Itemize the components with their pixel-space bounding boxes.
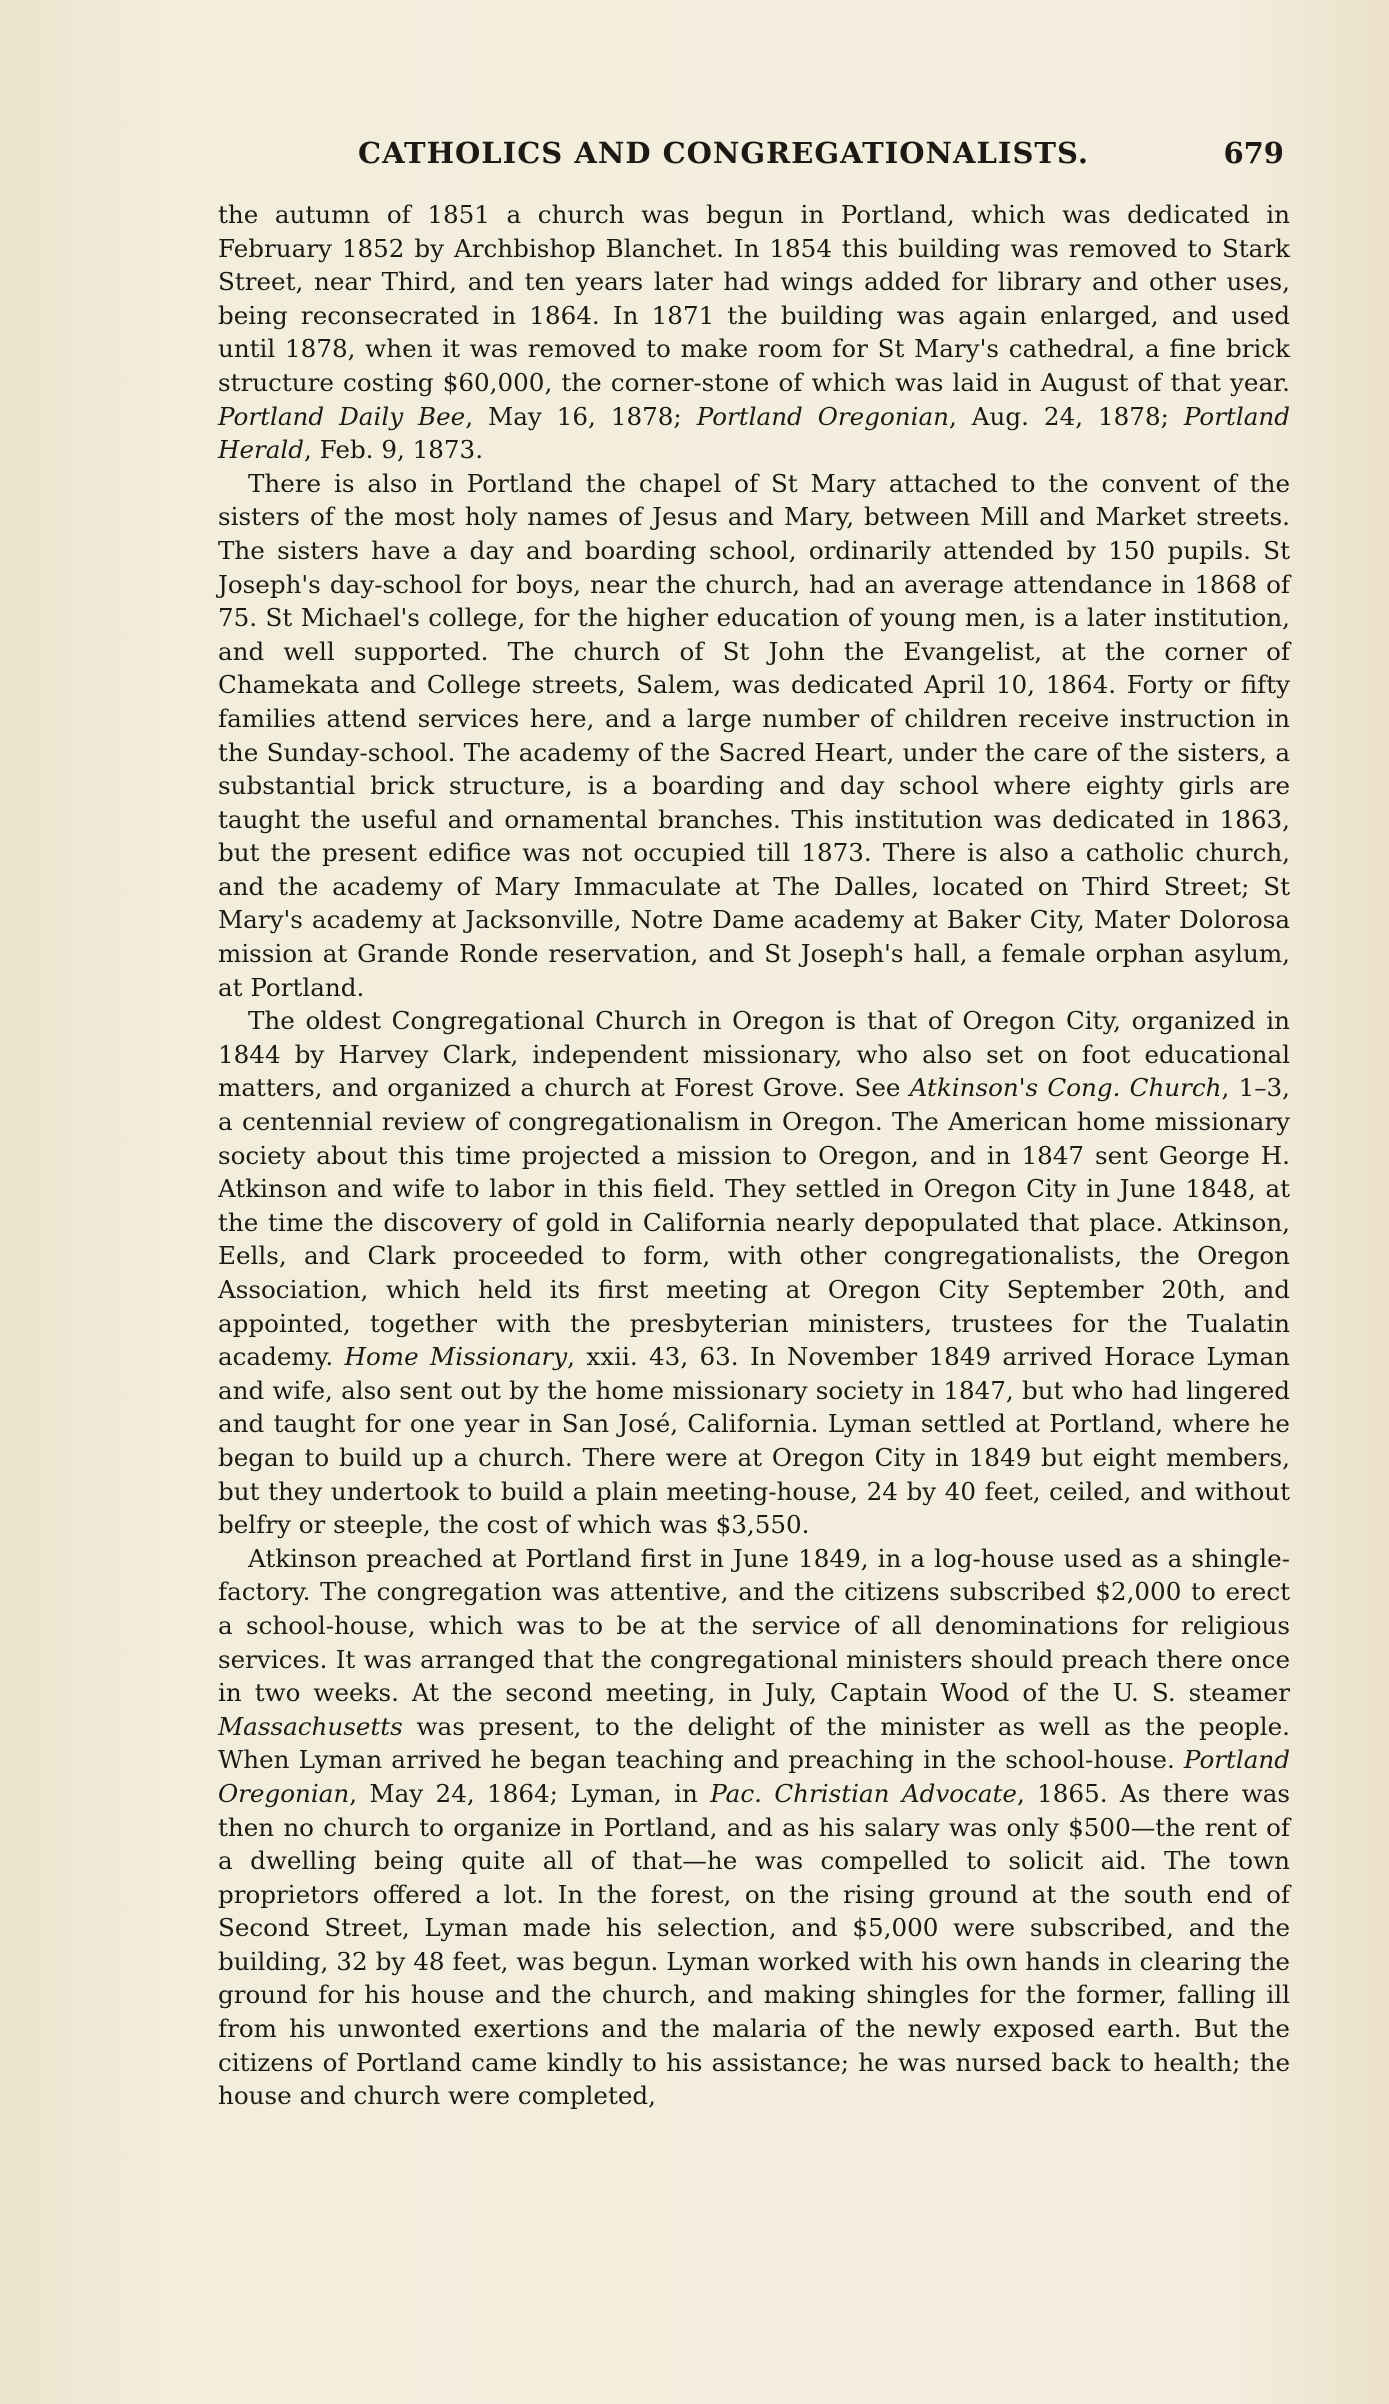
running-head: CATHOLICS AND CONGREGATIONALISTS. [358, 136, 1089, 170]
citation-italic: Massachusetts [218, 1711, 403, 1741]
text-run: The oldest Congregational Church in Oregon is that of Oregon City, organized in 1844 by Harvey Clark, independent missionary, who also set on foot educational matters, and organized a church at Forest Grove. See [218, 1006, 1290, 1103]
text-run: , Aug. 24, 1878; [949, 401, 1184, 431]
paragraph [218, 1004, 1290, 1542]
page-number: 679 [1223, 136, 1284, 170]
text-run: , May 16, 1878; [465, 401, 697, 431]
paragraph [218, 198, 1290, 467]
text-run: , May 24, 1864; Lyman, in [349, 1778, 711, 1808]
page-header [218, 136, 1290, 176]
citation-italic: Portland Oregonian [696, 401, 949, 431]
text-run: There is also in Portland the chapel of St Mary attached to the convent of the sisters of the most holy names of Jesus and Mary, between Mill and Market streets. The sisters have a day and boarding school, ordinarily attended by 150 pupils. St Joseph's day-school for boys, near the church, had an average attendance in 1868 of 75. St Michael's college, for the higher education of young men, is a later institution, and well supported. The church of St John the Evangelist, at the corner of Chamekata and College streets, Salem, was dedicated April 10, 1864. Forty or fifty families attend services here, and a large number of children receive instruction in the Sunday-school. The academy of the Sacred Heart, under the care of the sisters, a substantial brick structure, is a boarding and day school where eighty girls are taught the useful and ornamental branches. This institution was dedicated in 1863, but the present edifice was not occupied till 1873. There is also a catholic church, and the academy of Mary Immaculate at The Dalles, located on Third Street; St Mary's academy at Jacksonville, Notre Dame academy at Baker City, Mater Dolorosa mission at Grande Ronde reservation, and St Joseph's hall, a female orphan asylum, at Portland. [218, 468, 1290, 1002]
text-run: , xxii. 43, 63. In November 1849 arrived Horace Lyman and wife, also sent out by the home missionary society in 1847, but who had lingered and taught for one year in San José, California. Lyman settled at Portland, where he began to build up a church. There were at Oregon City in 1849 but eight members, but they undertook to build a plain meeting-house, 24 by 40 feet, ceiled, and without belfry or steeple, the cost of which was $3,550. [218, 1342, 1291, 1540]
citation-italic: Portland Daily Bee [218, 401, 466, 431]
citation-italic: Atkinson's Cong. Church [909, 1073, 1222, 1103]
text-run: , Feb. 9, 1873. [304, 435, 484, 465]
paragraph [218, 467, 1290, 1005]
citation-italic: Pac. Christian Advocate [710, 1778, 1017, 1808]
text-run: Atkinson preached at Portland first in June 1849, in a log-house used as a shingle-factory. The congregation was attentive, and the citizens subscribed $2,000 to erect a school-house, which was to be at the service of all denominations for religious services. It was arranged that the congregational ministers should preach there once in two weeks. At the second meeting, in July, Captain Wood of the U. S. steamer [218, 1543, 1290, 1708]
text-run: the autumn of 1851 a church was begun in Portland, which was dedicated in February 1852 by Archbishop Blanchet. In 1854 this building was removed to Stark Street, near Third, and ten years later had wings added for library and other uses, being reconsecrated in 1864. In 1871 the building was again enlarged, and used until 1878, when it was removed to make room for St Mary's cathedral, a fine brick structure costing $60,000, the corner-stone of which was laid in August of that year. [218, 200, 1290, 397]
citation-italic: Portland Herald [218, 401, 1290, 465]
paragraph [218, 1542, 1290, 2113]
citation-italic: Portland Oregonian [218, 1745, 1290, 1808]
text-run: was present, to the delight of the minister as well as the people. When Lyman arrived he began teaching and preaching in the school-house. [218, 1711, 1290, 1775]
body-text [218, 198, 1290, 2113]
citation-italic: Home Missionary [344, 1342, 568, 1372]
text-run: , 1865. As there was then no church to organize in Portland, and as his salary was only $500—the rent of a dwelling being quite all of that—he was compelled to solicit aid. The town proprietors offered a lot. In the forest, on the rising ground at the south end of Second Street, Lyman made his selection, and $5,000 were subscribed, and the building, 32 by 48 feet, was begun. Lyman worked with his own hands in clearing the ground for his house and the church, and making shingles for the former, falling ill from his unwonted exertions and the malaria of the newly exposed earth. But the citizens of Portland came kindly to his assistance; he was nursed back to health; the house and church were completed, [218, 1778, 1291, 2111]
text-run: , 1–3, a centennial review of congregationalism in Oregon. The American home missionary society about this time projected a mission to Oregon, and in 1847 sent George H. Atkinson and wife to labor in this field. They settled in Oregon City in June 1848, at the time the discovery of gold in California nearly depopulated that place. Atkinson, Eells, and Clark proceeded to form, with other congregationalists, the Oregon Association, which held its first meeting at Oregon City September 20th, and appointed, together with the presbyterian ministers, trustees for the Tualatin academy. [218, 1073, 1291, 1372]
